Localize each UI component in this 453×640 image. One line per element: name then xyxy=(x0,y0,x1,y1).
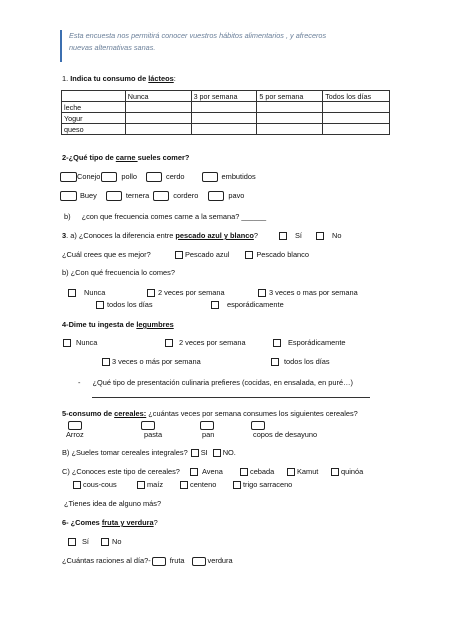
checkbox-centeno[interactable] xyxy=(180,481,188,489)
cereal-type-cous-cous: cous-cous xyxy=(73,480,117,489)
table-header-cell: 3 por semana xyxy=(191,91,257,102)
table-row xyxy=(62,113,390,124)
cereal-label-arroz: Arroz xyxy=(66,430,84,439)
checkbox-fruta[interactable] xyxy=(152,557,166,566)
fish-better-question: ¿Cuál crees que es mejor? xyxy=(62,250,151,259)
cereal-type-centeno: centeno xyxy=(180,480,216,489)
table-row xyxy=(62,102,390,113)
table-cell[interactable] xyxy=(125,124,191,135)
cereal-type-quinoa: quinóa xyxy=(331,467,363,476)
table-cell[interactable] xyxy=(191,113,257,124)
fish-frequency-question: b) ¿Con qué frecuencia lo comes? xyxy=(62,268,175,277)
checkbox-3-veces-legumbres[interactable] xyxy=(102,358,110,366)
checkbox-todos-los-dias-legumbres[interactable] xyxy=(271,358,279,366)
cereal-type-avena: Avena xyxy=(190,467,223,476)
question-3-title: 3. a) ¿Conoces la diferencia entre pescado azul y blanco? xyxy=(62,231,258,240)
cereal-box-arroz[interactable] xyxy=(68,420,82,430)
cereal-box-pan[interactable] xyxy=(200,420,214,430)
row-label-queso: queso xyxy=(62,124,126,135)
cereal-type-maiz: maíz xyxy=(137,480,163,489)
checkbox-conejo[interactable] xyxy=(60,172,77,182)
checkbox-kamut[interactable] xyxy=(287,468,295,476)
question-5-title: 5-consumo de cereales: ¿cuántas veces por semana consumes los siguientes cereales? xyxy=(62,409,358,418)
checkbox-integral-no[interactable] xyxy=(213,449,221,457)
question-2-title: 2-¿Qué tipo de carne sueles comer? xyxy=(62,153,190,162)
checkbox-esporadicamente[interactable] xyxy=(211,301,219,309)
meat-frequency-question[interactable]: b) ¿con que frecuencia comes carne a la semana? ______ xyxy=(64,212,267,221)
checkbox-pavo[interactable] xyxy=(208,191,224,201)
fish-frequency-row-1: Nunca xyxy=(68,288,105,297)
meat-options-row-2: Buey ternera cordero pavo xyxy=(60,191,244,201)
table-cell[interactable] xyxy=(323,113,390,124)
fish-frequency-opt-2: 2 veces por semana xyxy=(147,288,225,297)
table-cell[interactable] xyxy=(257,113,323,124)
checkbox-nunca-legumbres[interactable] xyxy=(63,339,71,347)
table-header-cell: 5 por semana xyxy=(257,91,323,102)
cereal-type-trigo: trigo sarraceno xyxy=(233,480,292,489)
table-header-row xyxy=(62,91,390,102)
row-label-leche: leche xyxy=(62,102,126,113)
legumes-opt-4: 3 veces o más por semana xyxy=(102,357,201,366)
checkbox-quinoa[interactable] xyxy=(331,468,339,476)
table-header-cell: Todos los días xyxy=(323,91,390,102)
checkbox-2-veces-legumbres[interactable] xyxy=(165,339,173,347)
checkbox-fruta-si[interactable] xyxy=(68,538,76,546)
checkbox-si[interactable] xyxy=(279,232,287,240)
meat-options-row-1: Conejo pollo cerdo embutidos xyxy=(60,172,256,182)
table-cell[interactable] xyxy=(323,102,390,113)
checkbox-cous-cous[interactable] xyxy=(73,481,81,489)
checkbox-ternera[interactable] xyxy=(106,191,122,201)
fish-frequency-opt-5: esporádicamente xyxy=(211,300,284,309)
checkbox-verdura[interactable] xyxy=(192,557,206,566)
table-cell[interactable] xyxy=(191,124,257,135)
table-header-cell xyxy=(62,91,126,102)
table-cell[interactable] xyxy=(125,113,191,124)
checkbox-pescado-azul[interactable] xyxy=(175,251,183,259)
checkbox-maiz[interactable] xyxy=(137,481,145,489)
checkbox-cebada[interactable] xyxy=(240,468,248,476)
dairy-table xyxy=(61,90,390,135)
intro-note xyxy=(60,30,390,62)
question-4-title: 4-Dime tu ingesta de legumbres xyxy=(62,320,174,329)
table-header-cell: Nunca xyxy=(125,91,191,102)
cereal-label-pan: pan xyxy=(202,430,215,439)
table-cell[interactable] xyxy=(323,124,390,135)
checkbox-cerdo[interactable] xyxy=(146,172,162,182)
table-row xyxy=(62,124,390,135)
table-cell[interactable] xyxy=(125,102,191,113)
checkbox-embutidos[interactable] xyxy=(202,172,218,182)
table-cell[interactable] xyxy=(257,124,323,135)
fish-yes-no: Sí No xyxy=(279,231,341,240)
intro-line-1: Esta encuesta nos permitirá conocer vuestros hábitos alimentarios , y afreceros xyxy=(69,31,327,40)
checkbox-nunca[interactable] xyxy=(68,289,76,297)
table-cell[interactable] xyxy=(191,102,257,113)
fruit-yes-no: Sí No xyxy=(68,537,121,546)
cereal-types-question: C) ¿Conoces este tipo de cereales? xyxy=(62,467,180,476)
legumes-presentation-question: - ¿Qué tipo de presentación culinaria prefieres (cocidas, en ensalada, en puré…) xyxy=(78,378,353,387)
fish-frequency-opt-3: 3 veces o mas por semana xyxy=(258,288,358,297)
checkbox-pollo[interactable] xyxy=(101,172,117,182)
legumes-opt-5: todos los días xyxy=(271,357,330,366)
checkbox-2-veces[interactable] xyxy=(147,289,155,297)
cereal-idea-question: ¿Tienes idea de alguno más? xyxy=(64,499,162,508)
question-6-title: 6- ¿Comes fruta y verdura? xyxy=(62,518,158,527)
cereal-box-pasta[interactable] xyxy=(141,420,155,430)
checkbox-avena[interactable] xyxy=(190,468,198,476)
cereal-label-pasta: pasta xyxy=(144,430,163,439)
checkbox-fruta-no[interactable] xyxy=(101,538,109,546)
question-1-title: 1. Indica tu consumo de lácteos: xyxy=(62,74,176,83)
integral-question: B) ¿Sueles tomar cereales integrales? SI NO. xyxy=(62,448,236,457)
row-label-yogur: Yogur xyxy=(62,113,126,124)
checkbox-pescado-blanco[interactable] xyxy=(245,251,253,259)
table-cell[interactable] xyxy=(257,102,323,113)
cereal-type-cebada: cebada xyxy=(240,467,274,476)
answer-line[interactable] xyxy=(92,397,370,398)
checkbox-no[interactable] xyxy=(316,232,324,240)
intro-line-2: nuevas alternativas sanas. xyxy=(69,43,156,52)
checkbox-buey[interactable] xyxy=(60,191,77,201)
checkbox-trigo-sarraceno[interactable] xyxy=(233,481,241,489)
checkbox-cordero[interactable] xyxy=(153,191,169,201)
checkbox-integral-si[interactable] xyxy=(191,449,199,457)
portions-question: ¿Cuántas raciones al día?- fruta verdura xyxy=(62,556,233,565)
checkbox-3-veces[interactable] xyxy=(258,289,266,297)
fish-frequency-opt-4: todos los días xyxy=(96,300,153,309)
checkbox-todos-los-dias[interactable] xyxy=(96,301,104,309)
legumes-opt-1: Nunca xyxy=(63,338,97,347)
checkbox-esporadicamente-legumbres[interactable] xyxy=(273,339,281,347)
cereal-box-copos[interactable] xyxy=(251,420,265,430)
legumes-opt-2: 2 veces por semana xyxy=(165,338,246,347)
cereal-type-kamut: Kamut xyxy=(287,467,318,476)
fish-better-options: Pescado azul Pescado blanco xyxy=(175,250,309,259)
cereal-label-copos: copos de desayuno xyxy=(253,430,318,439)
legumes-opt-3: Esporádicamente xyxy=(273,338,346,347)
